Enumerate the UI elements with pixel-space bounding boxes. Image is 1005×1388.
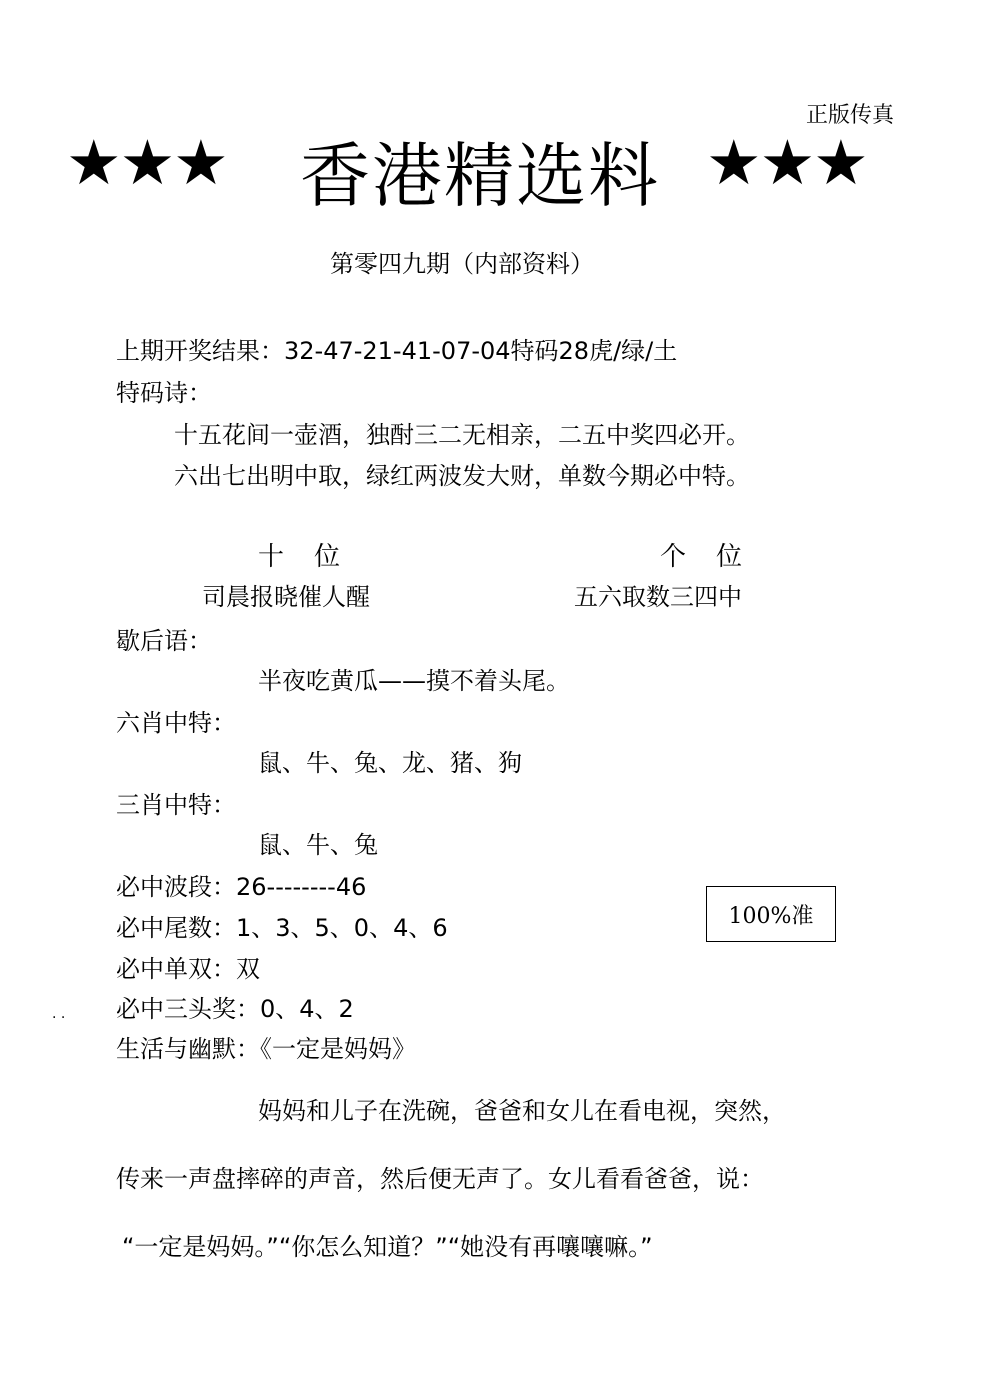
ones-text: 五六取数三四中 <box>574 583 742 611</box>
tens-text: 司晨报晓催人醒 <box>202 583 370 611</box>
three-zodiac-label: 三肖中特： <box>116 791 236 819</box>
six-zodiac-text: 鼠、牛、兔、龙、猪、狗 <box>258 749 522 777</box>
odd-even-line: 必中单双：双 <box>116 955 260 983</box>
humor-line-1: 妈妈和儿子在洗碗，爸爸和女儿在看电视，突然， <box>258 1097 786 1125</box>
xiehouyu-text: 半夜吃黄瓜——摸不着头尾。 <box>258 667 570 695</box>
stars-left-icon: ★★★ <box>66 126 227 199</box>
page-title: 香港精选料 <box>300 135 660 217</box>
three-zodiac-text: 鼠、牛、兔 <box>258 831 378 859</box>
last-result: 上期开奖结果：32-47-21-41-07-04特码28虎/绿/土 <box>116 337 678 365</box>
poem-label: 特码诗： <box>116 379 212 407</box>
issue-subtitle: 第零四九期（内部资料） <box>330 250 594 278</box>
six-zodiac-label: 六肖中特： <box>116 709 236 737</box>
xiehouyu-label: 歇后语： <box>116 627 212 655</box>
stars-right-icon: ★★★ <box>706 126 867 199</box>
tens-heading: 十 位 <box>258 542 343 572</box>
top-note: 正版传真 <box>806 103 895 128</box>
tail-line: 必中尾数：1、3、5、0、4、6 <box>116 914 448 942</box>
humor-line-3: “一定是妈妈。”“你怎么知道？”“她没有再嚷嚷嘛。” <box>122 1233 653 1261</box>
humor-line-2: 传来一声盘摔碎的声音，然后便无声了。女儿看看爸爸，说： <box>116 1165 764 1193</box>
accuracy-badge: 100%准 <box>706 886 836 942</box>
poem-line-1: 十五花间一壶酒，独酎三二无相亲，二五中奖四必开。 <box>174 421 750 449</box>
three-heads-line: 必中三头奖：0、4、2 <box>116 995 354 1023</box>
humor-label: 生活与幽默：《一定是妈妈》 <box>116 1035 416 1063</box>
stray-dots: . . <box>52 1006 66 1022</box>
ones-heading: 个 位 <box>660 542 745 572</box>
poem-line-2: 六出七出明中取，绿红两波发大财，单数今期必中特。 <box>174 462 750 490</box>
range-line: 必中波段：26--------46 <box>116 873 367 901</box>
